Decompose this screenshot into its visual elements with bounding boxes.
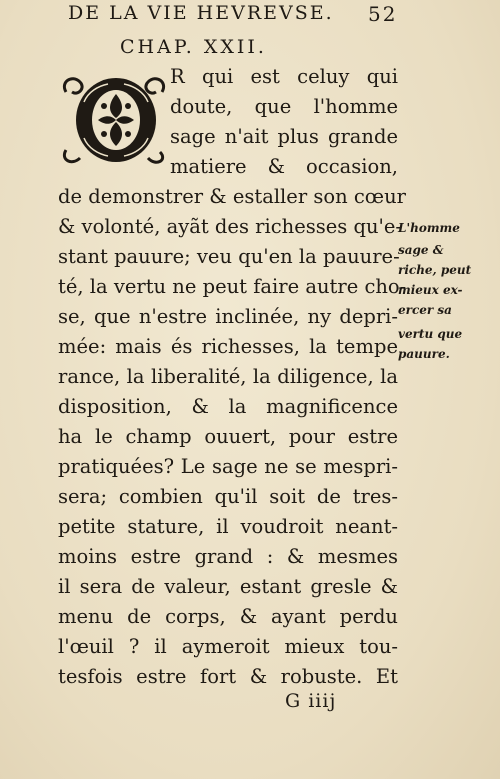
decorated-initial — [58, 72, 170, 168]
text-line: té, la vertu ne peut faire autre cho- — [58, 275, 407, 298]
text-line: tesfois estre fort & robuste. Et — [58, 665, 398, 688]
text-line: R qui est celuy qui — [170, 65, 398, 88]
margin-note-line: vertu que — [398, 327, 463, 341]
text-line: & volonté, ayãt des richesses qu'e- — [58, 215, 403, 238]
text-line: sage n'ait plus grande — [170, 125, 398, 148]
text-line: matiere & occasion, — [170, 155, 398, 178]
signature-mark: G iiij — [285, 690, 337, 712]
text-line: stant pauure; veu qu'en la pauure- — [58, 245, 400, 268]
text-line: pratiquées? Le sage ne se mespri- — [58, 455, 398, 478]
page-number: 52 — [368, 2, 398, 26]
margin-note-line: mieux ex- — [398, 283, 463, 297]
text-line: moins estre grand : & mesmes — [58, 545, 398, 568]
margin-note-line: L'homme — [398, 221, 460, 235]
margin-note-line: riche, peut — [398, 263, 472, 277]
text-line: doute, que l'homme — [170, 95, 398, 118]
running-head — [68, 2, 488, 24]
text-line: menu de corps, & ayant perdu — [58, 605, 398, 628]
text-line: il sera de valeur, estant gresle & — [58, 575, 398, 598]
text-line: se, que n'estre inclinée, ny depri- — [58, 305, 398, 328]
running-head-title: DE LA VIE HEVREVSE. — [68, 2, 334, 24]
margin-note-line: ercer sa — [398, 303, 452, 317]
text-line: disposition, & la magnificence — [58, 395, 398, 418]
margin-note-line: sage & — [398, 243, 444, 257]
chapter-heading: CHAP. XXII. — [120, 36, 267, 58]
text-line: sera; combien qu'il soit de tres- — [58, 485, 398, 508]
text-line: de demonstrer & estaller son cœur — [58, 185, 406, 208]
text-line: petite stature, il voudroit neant- — [58, 515, 398, 538]
text-line: l'œuil ? il aymeroit mieux tou- — [58, 635, 398, 658]
text-line: ha le champ ouuert, pour estre — [58, 425, 398, 448]
margin-note-line: pauure. — [398, 347, 450, 361]
text-line: rance, la liberalité, la diligence, la — [58, 365, 398, 388]
text-line: mée: mais és richesses, la tempe — [58, 335, 398, 358]
